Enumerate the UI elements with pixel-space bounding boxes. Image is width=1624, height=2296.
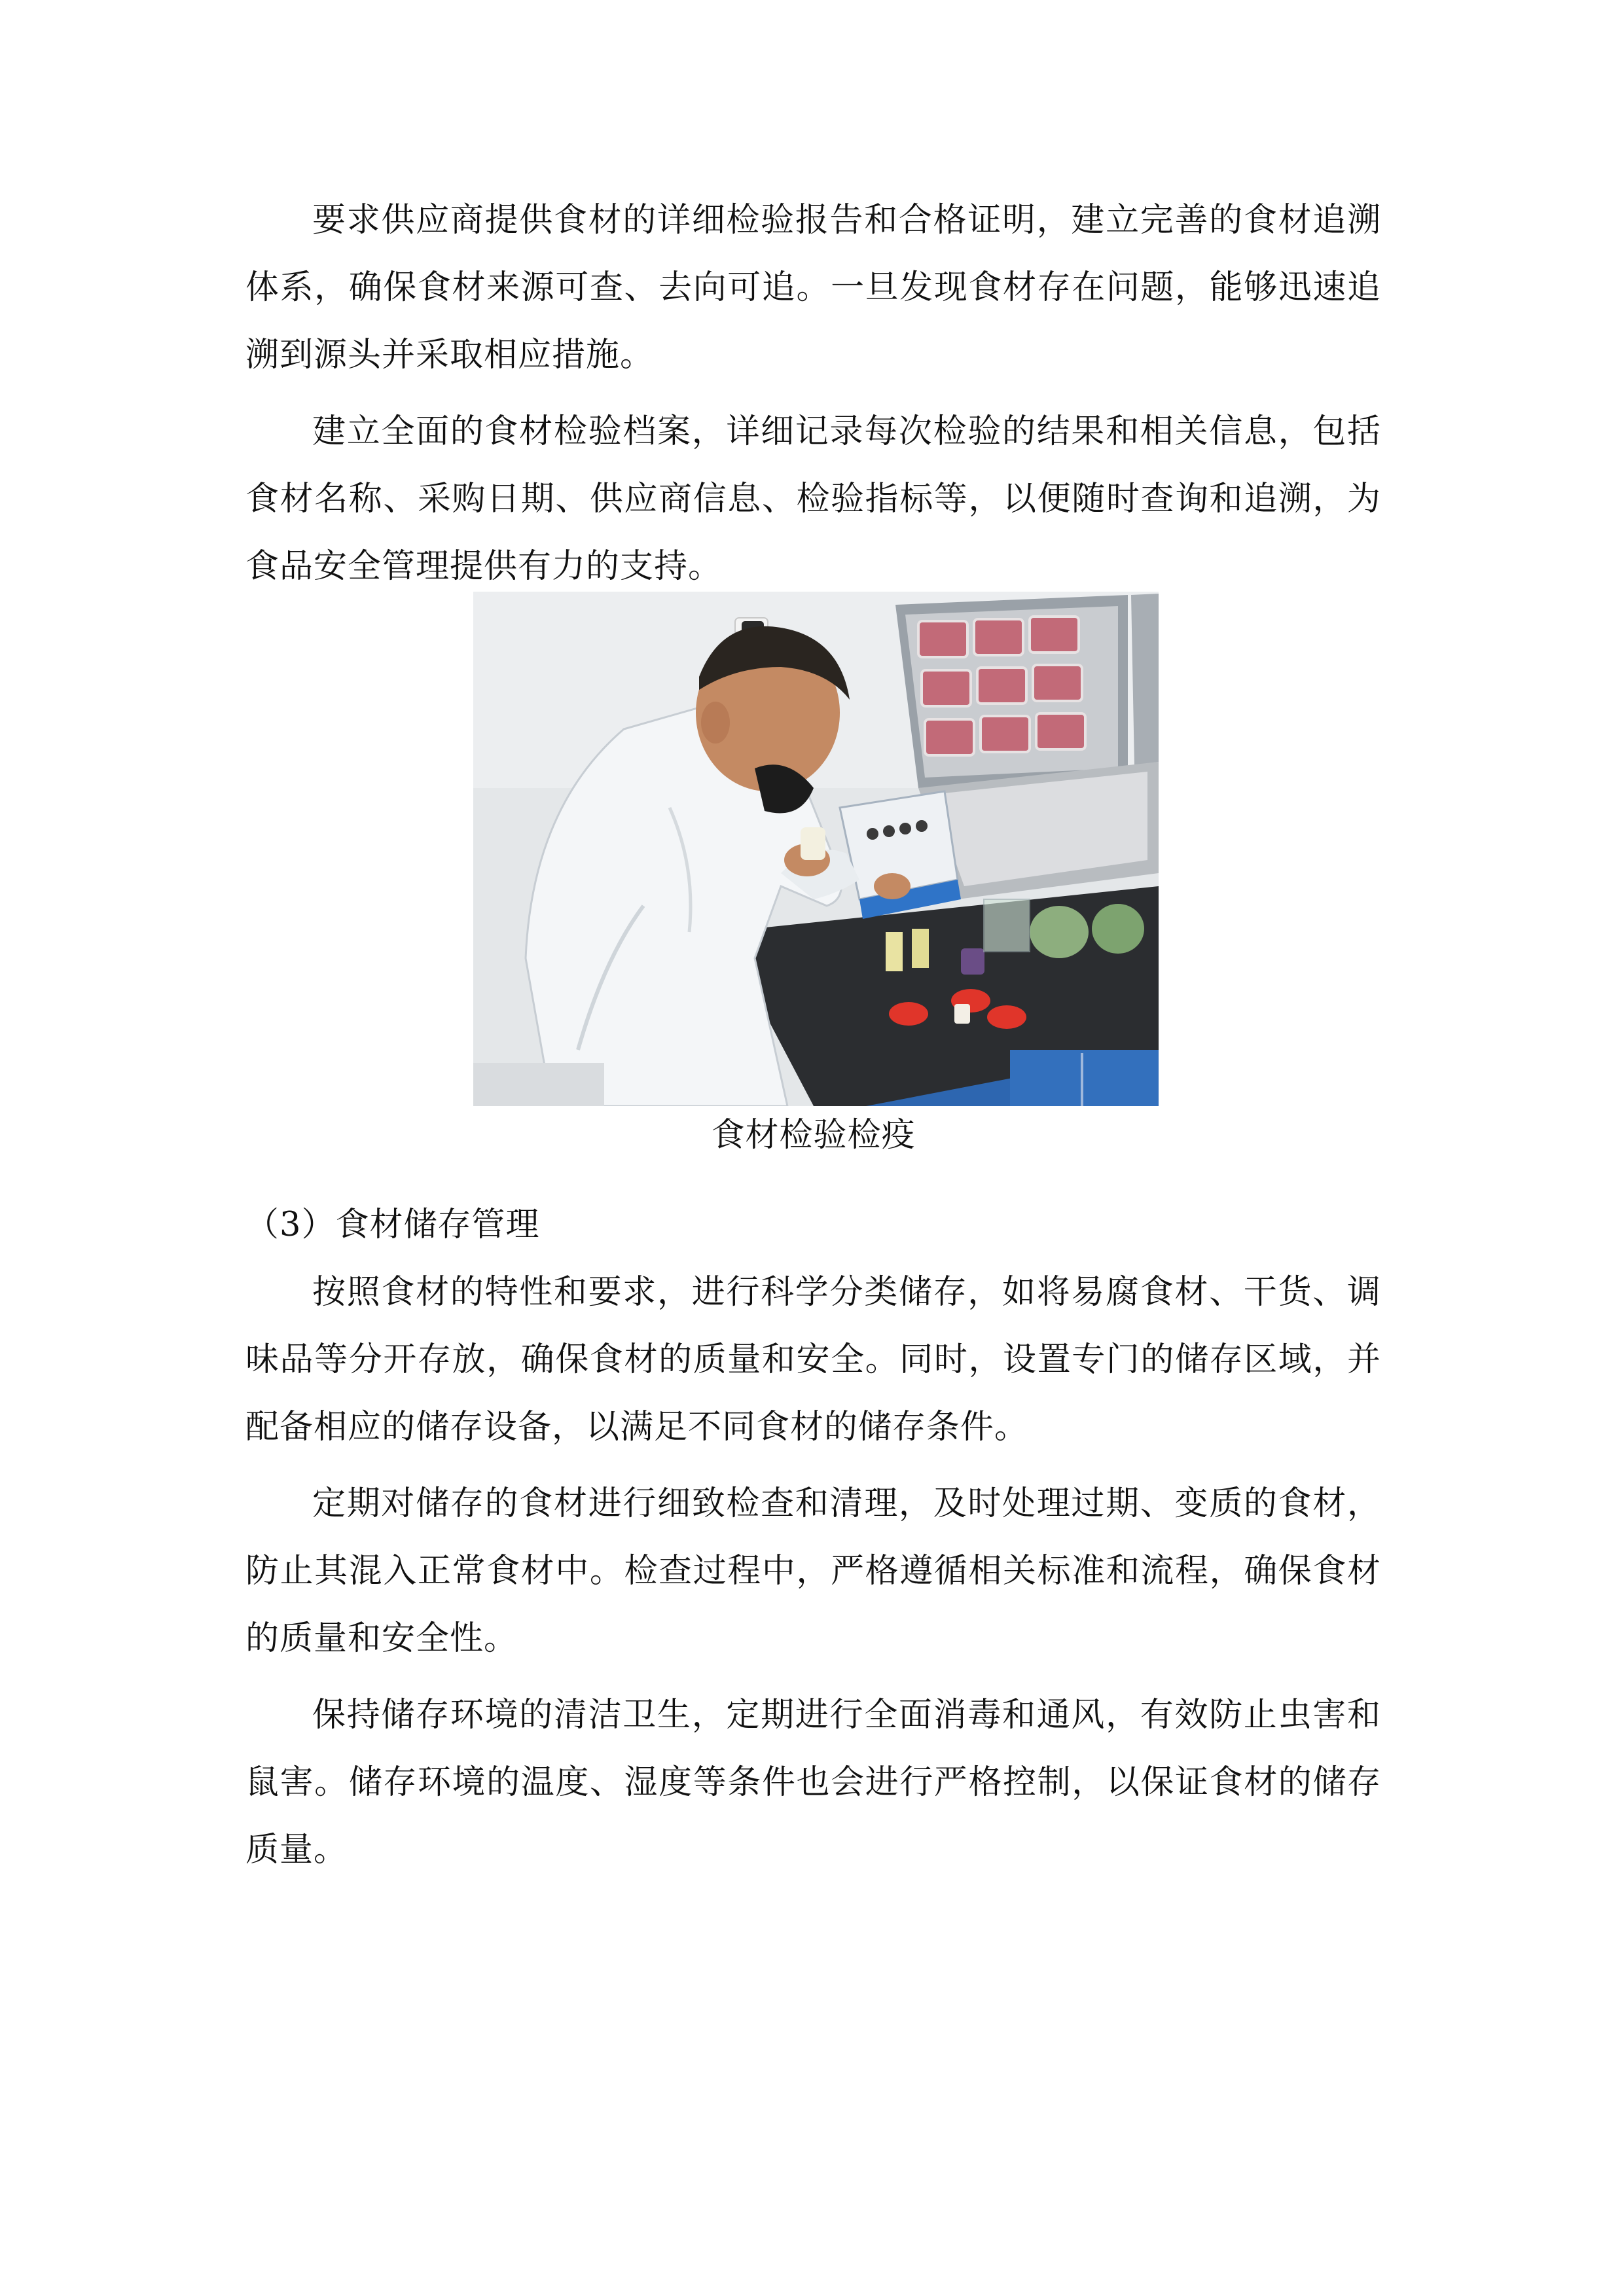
food-inspection-photo xyxy=(473,592,1159,1106)
section-heading: （3）食材储存管理 xyxy=(245,1206,540,1244)
top-text-block xyxy=(245,187,1381,600)
paragraph-storage-environment: 保持储存环境的清洁卫生，定期进行全面消毒和通风，有效防止虫害和鼠害。储存环境的温度、湿度等条件也会进行严格控制，以保证食材的储存质量。 xyxy=(245,1696,1381,1869)
paragraph-inspection-archive: 建立全面的食材检验档案，详细记录每次检验的结果和相关信息，包括食材名称、采购日期、供应商信息、检验指标等，以便随时查询和追溯，为食品安全管理提供有力的支持。 xyxy=(245,412,1381,586)
photo-food-inspection-icon xyxy=(473,592,1159,1106)
paragraph-supplier-traceability: 要求供应商提供食材的详细检验报告和合格证明，建立完善的食材追溯体系，确保食材来源可查、去向可追。一旦发现食材存在问题，能够迅速追溯到源头并采取相应措施。 xyxy=(245,201,1381,374)
figure-caption: 食材检验检疫 xyxy=(711,1116,916,1155)
section-storage-management xyxy=(245,1191,1381,1884)
paragraph-classified-storage: 按照食材的特性和要求，进行科学分类储存，如将易腐食材、干货、调味品等分开存放，确保食材的质量和安全。同时，设置专门的储存区域，并配备相应的储存设备，以满足不同食材的储存条件。 xyxy=(245,1273,1381,1446)
paragraph-regular-inspection: 定期对储存的食材进行细致检查和清理，及时处理过期、变质的食材，防止其混入正常食材中。检查过程中，严格遵循相关标准和流程，确保食材的质量和安全性。 xyxy=(245,1484,1381,1658)
